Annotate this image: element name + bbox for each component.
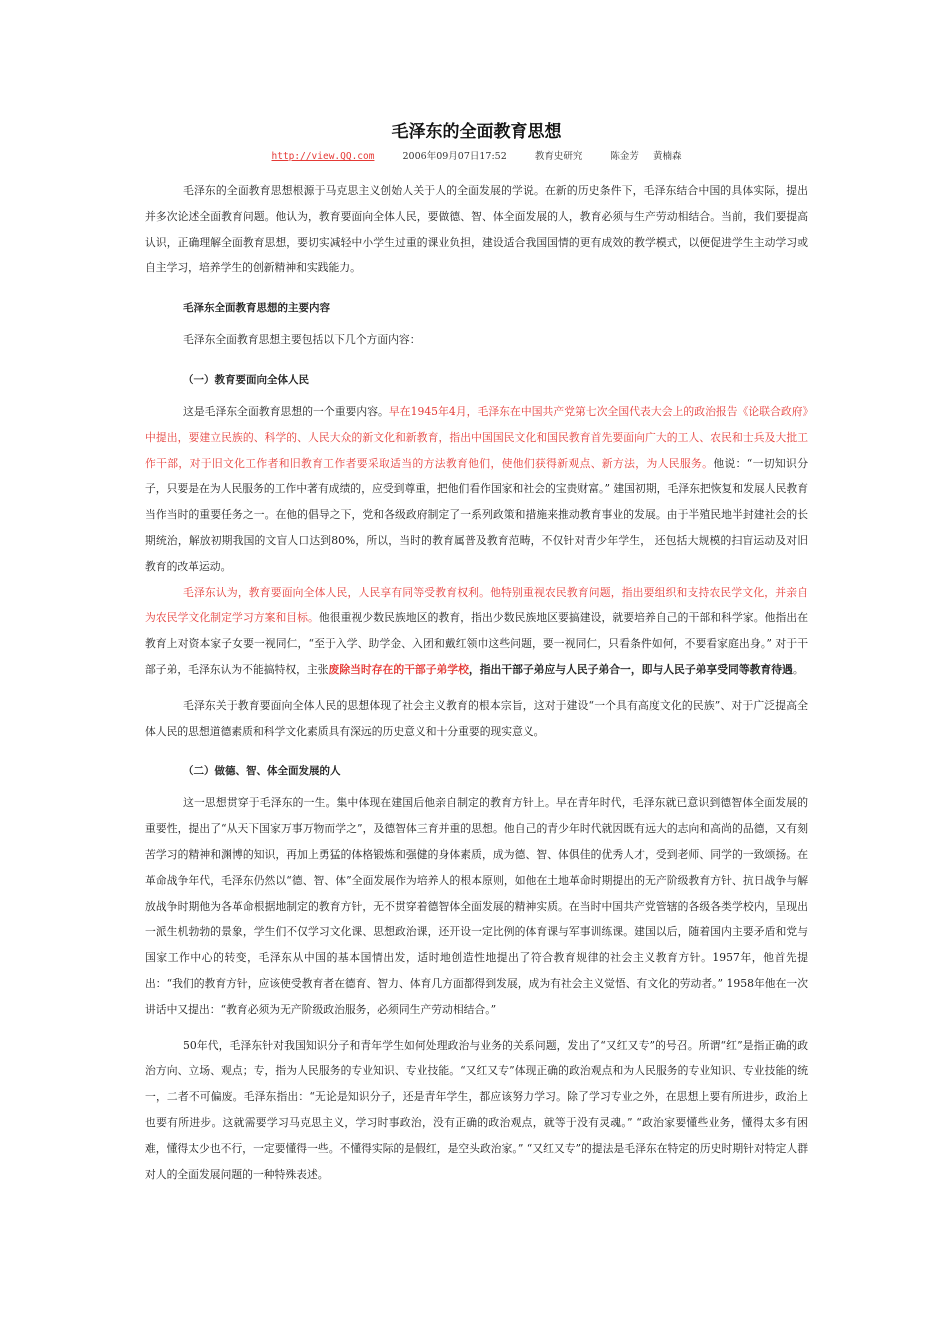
- text-run: 。: [792, 662, 804, 676]
- publish-datetime: 2006年09月07日17:52: [402, 151, 507, 162]
- body-paragraph: 毛泽东关于教育要面向全体人民的思想体现了社会主义教育的根本宗旨，这对于建设“一个具有高度文化的民族”、对于广泛提高全体人民的思想道德素质和科学文化素质具有深远的历史意义和十分重要的现实意义。: [145, 698, 808, 738]
- subsection-heading: （二）做德、智、体全面发展的人: [183, 765, 341, 778]
- author-name: 陈金芳: [610, 151, 639, 162]
- section-heading: 毛泽东全面教育思想的主要内容: [183, 302, 330, 315]
- bold-text: ，指出干部子弟应与人民子弟合一，即与人民子弟享受同等教育待遇: [468, 662, 793, 676]
- highlighted-text: 毛泽东认为，教育要面向全体人民，人民享有同等受教育权利。他特别重视农民教育问题，指出要组织和支持农民学文化，并亲自为农民学文化制定学习方案和目标。: [145, 585, 808, 625]
- text-run: 他很重视少数民族地区的教育，指出少数民族地区要搞建设，就要培养自己的干部和科学家。他指出在教育上对资本家子女要一视同仁，“至于入学、助学金、入团和戴红领巾这些问题，要一视同仁，只看条件如何，不要看家庭出身。” 对于干部子弟，毛泽东认为不能搞特权，主张: [145, 611, 808, 676]
- source-link[interactable]: http://view.QQ.com: [271, 151, 375, 162]
- body-paragraph: [145, 580, 808, 683]
- body-paragraph: 这一思想贯穿于毛泽东的一生。集中体现在建国后他亲自制定的教育方针上。早在青年时代，毛泽东就已意识到德智体全面发展的重要性，提出了“从天下国家万事万物而学之”，及德智体三育并重的思想。他自己的青少年时代就因既有远大的志向和高尚的品德，又有刻苦学习的精神和渊博的知识，再加上勇猛的体格锻炼和强健的身体素质，成为德、智、体俱佳的优秀人才，受到老师、同学的一致颂扬。在革命战争年代，毛泽东仍然以“德、智、体”全面发展作为培养人的根本原则，如他在土地革命时期提出的无产阶级教育方针、抗日战争与解放战争时期他为各革命根据地制定的教育方针，无不贯穿着德智体全面发展的精神实质。在当时中国共产党管辖的各级各类学校内，呈现出一派生机勃勃的景象，学生们不仅学习文化课、思想政治课，还开设一定比例的体育课与军事训练课。建国以后，随着国内主要矛盾和党与国家工作中心的转变，毛泽东从中国的基本国情出发，适时地创造性地提出了符合教育规律的社会主义教育方针。1957年，他首先提出：“我们的教育方针，应该使受教育者在德育、智力、体育几方面都得到发展，成为有社会主义觉悟、有文化的劳动者。” 1958年他在一次讲话中又提出：“教育必须为无产阶级政治服务，必须同生产劳动相结合。”: [145, 796, 808, 1016]
- article-title: 毛泽东的全面教育思想: [391, 122, 562, 142]
- highlighted-text: 早在1945年4月，毛泽东在中国共产党第七次全国代表大会上的政治报告《论联合政府》中提出，要建立民族的、科学的、人民大众的新文化和新教育，指出中国国民文化和国民教育首先要面向广大的工人、农民和士兵及大批工作干部，对于旧文化工作者和旧教育工作者要采取适当的方法教育他们，使他们获得新观点、新方法，为人民服务。: [145, 404, 809, 470]
- subsection-heading: （一）教育要面向全体人民: [183, 373, 309, 386]
- text-run: 这是毛泽东全面教育思想的一个重要内容。: [183, 404, 389, 418]
- category-label: 教育史研究: [534, 151, 583, 162]
- author-name: 黄楠森: [652, 151, 682, 162]
- article: [145, 120, 808, 1187]
- intro-paragraph: 毛泽东的全面教育思想根源于马克思主义创始人关于人的全面发展的学说。在新的历史条件下，毛泽东结合中国的具体实际，提出并多次论述全面教育问题。他认为，教育要面向全体人民，要做德、智、体全面发展的人，教育必须与生产劳动相结合。当前，我们要提高认识，正确理解全面教育思想，要切实减轻中小学生过重的课业负担，建设适合我国国情的更有成效的教学模式，以便促进学生主动学习或自主学习，培养学生的创新精神和实践能力。: [145, 184, 808, 275]
- lead-paragraph: 毛泽东全面教育思想主要包括以下几个方面内容：: [183, 333, 421, 347]
- article-meta: [145, 150, 808, 164]
- text-run: 他说：“一切知识分子，只要是在为人民服务的工作中著有成绩的，应受到尊重，把他们看作国家和社会的宝贵财富。” 建国初期，毛泽东把恢复和发展人民教育当作当时的重要任务之一。在他的倡导之下，党和各级政府制定了一系列政策和措施来推动教育事业的发展。由于半殖民地半封建社会的长期统治，解放初期我国的文盲人口达到80%，所以，当时的教育属普及教育范畴，不仅针对青少年学生， 还包括大规模的扫盲运动及对旧教育的改革运动。: [145, 456, 808, 573]
- emphasized-text: 废除当时存在的干部子弟学校: [328, 662, 469, 676]
- body-paragraph: [145, 399, 808, 580]
- body-paragraph: 50年代，毛泽东针对我国知识分子和青年学生如何处理政治与业务的关系问题，发出了“又红又专”的号召。所谓“红”是指正确的政治方向、立场、观点；专，指为人民服务的专业知识、专业技能。“又红又专”体现正确的政治观点和为人民服务的专业知识、专业技能的统一，二者不可偏废。毛泽东指出：“无论是知识分子，还是青年学生，都应该努力学习。除了学习专业之外，在思想上要有所进步，政治上也要有所进步。这就需要学习马克思主义，学习时事政治，没有正确的政治观点，就等于没有灵魂。” “政治家要懂些业务，懂得太多有困难，懂得太少也不行，一定要懂得一些。不懂得实际的是假红，是空头政治家。” “又红又专”的提法是毛泽东在特定的历史时期针对特定人群对人的全面发展问题的一种特殊表述。: [145, 1038, 808, 1181]
